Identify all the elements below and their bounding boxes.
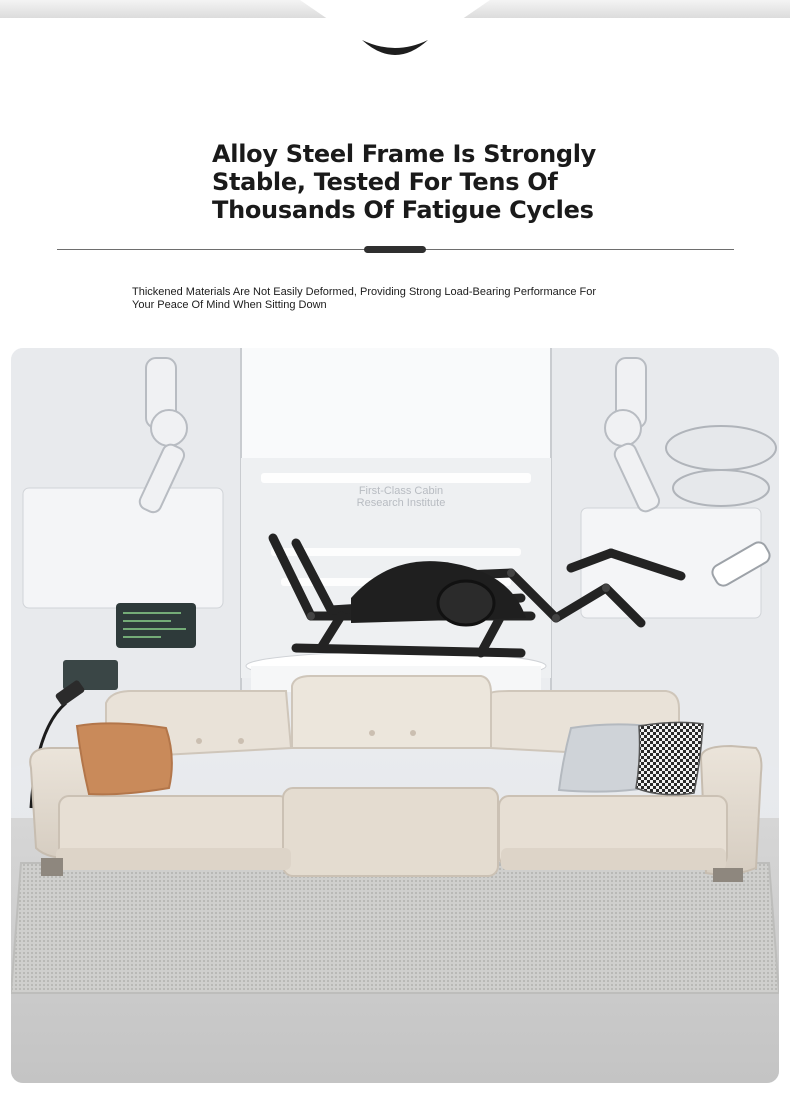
product-photo [11,348,779,1083]
description-line-2: Your Peace Of Mind When Sitting Down [132,299,327,311]
top-notch-decoration [0,0,790,70]
watermark-line-2: Research Institute [356,497,446,509]
photo-watermark [351,485,451,509]
headline-line-2: Stable, Tested For Tens Of [212,168,558,196]
headline-line-3: Thousands Of Fatigue Cycles [212,196,594,224]
watermark-line-1: First-Class Cabin [358,485,444,497]
description-line-1: Thickened Materials Are Not Easily Deformed, Providing Strong Load-Bearing Performance For [132,286,597,298]
description-text [132,286,672,312]
headline-line-1: Alloy Steel Frame Is Strongly [212,140,597,168]
divider-accent [364,246,426,253]
page-headline [212,140,632,224]
